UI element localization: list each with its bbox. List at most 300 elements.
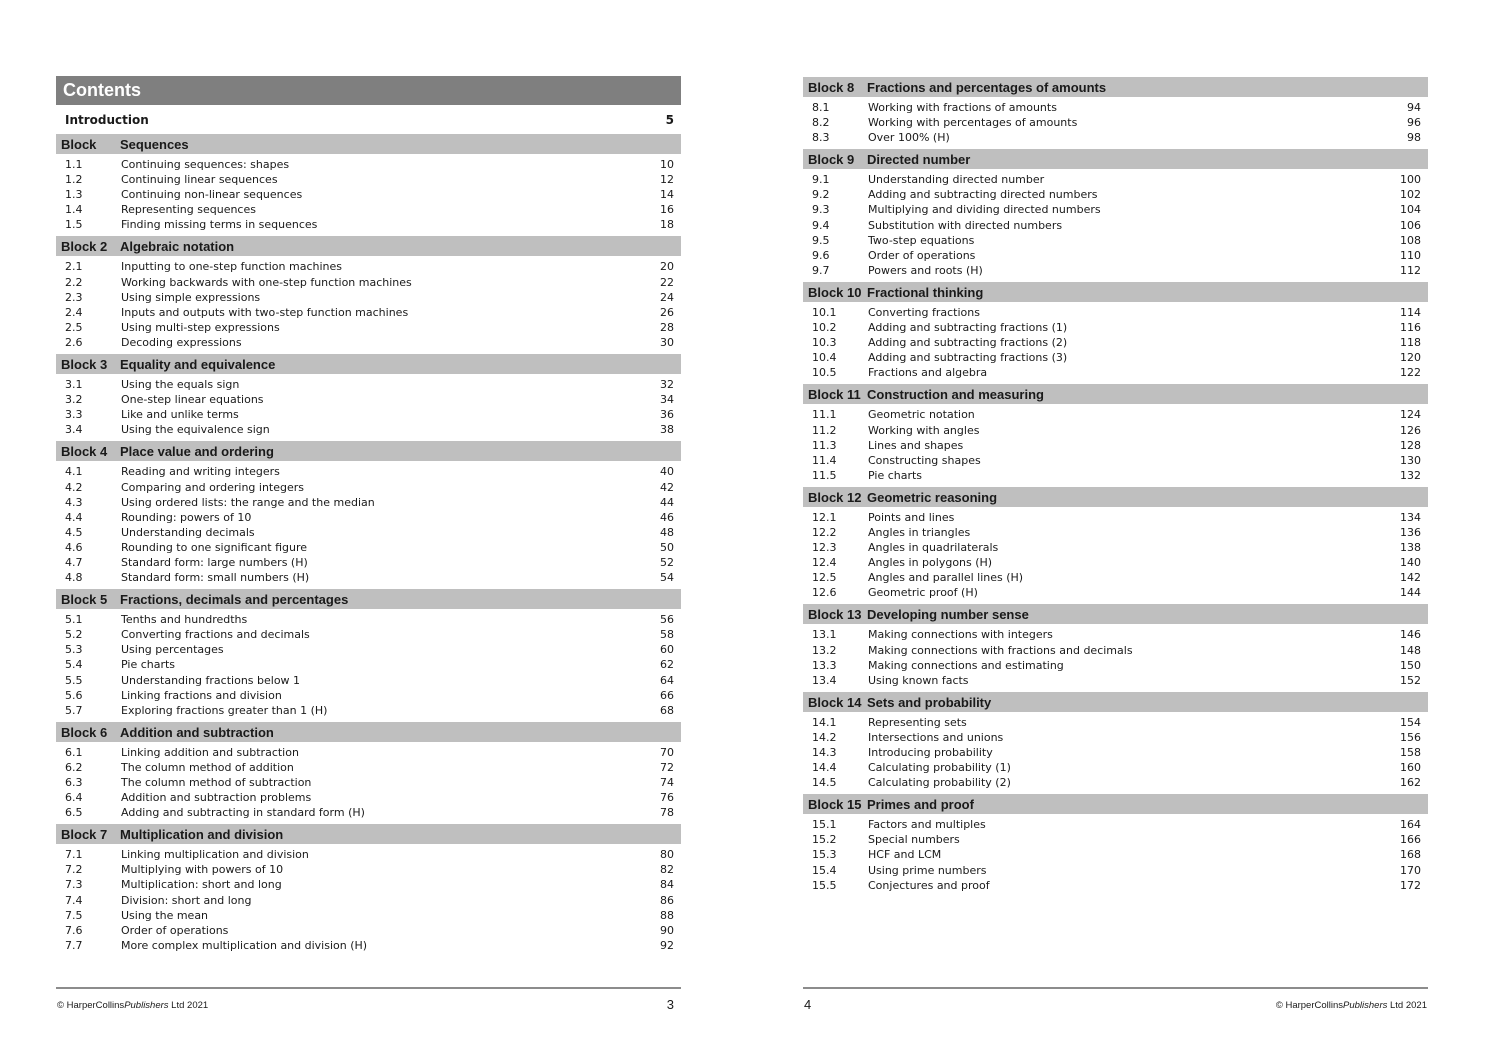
- lesson-entry[interactable]: [803, 468, 1428, 483]
- lesson-number: 10.5: [812, 366, 837, 380]
- lesson-number: 7.7: [65, 938, 83, 952]
- lesson-title: Continuing sequences: shapes: [121, 158, 290, 171]
- lesson-entry[interactable]: [803, 847, 1428, 862]
- lesson-title: Geometric notation: [868, 408, 975, 422]
- block-number: Block 6: [61, 724, 108, 740]
- lesson-number: 12.3: [812, 541, 837, 555]
- lesson-number: 11.2: [812, 423, 837, 437]
- lesson-title: Rounding: powers of 10: [121, 510, 252, 524]
- lesson-title: Pie charts: [868, 468, 923, 482]
- lesson-entry[interactable]: [56, 862, 681, 877]
- lesson-number: 4.3: [65, 495, 83, 509]
- lesson-page-number: 144: [1400, 586, 1421, 600]
- lesson-entry[interactable]: [803, 248, 1428, 263]
- lesson-entry[interactable]: [803, 263, 1428, 278]
- lesson-number: 11.3: [812, 438, 837, 452]
- lesson-number: 4.7: [65, 555, 83, 569]
- lesson-title: Fractions and algebra: [868, 366, 988, 380]
- lesson-title: Adding and subtracting fractions (1): [868, 321, 1068, 335]
- lesson-page-number: 126: [1400, 423, 1421, 437]
- lesson-number: 3.2: [65, 393, 83, 407]
- lesson-page-number: 66: [660, 688, 674, 702]
- lesson-title: Intersections and unions: [868, 730, 1004, 744]
- lesson-title: Working with angles: [868, 423, 980, 437]
- lesson-number: 15.1: [812, 818, 837, 832]
- lesson-title: Continuing linear sequences: [121, 173, 278, 187]
- block-number: Block 14: [808, 694, 862, 710]
- lesson-title: Using percentages: [121, 643, 224, 657]
- lesson-entry[interactable]: [56, 775, 681, 790]
- introduction-entry[interactable]: [56, 110, 681, 130]
- lesson-page-number: 36: [660, 408, 674, 422]
- lesson-title: Special numbers: [868, 833, 960, 847]
- lesson-title: Angles in polygons (H): [868, 556, 993, 570]
- lesson-entry[interactable]: [803, 365, 1428, 380]
- block-section: [803, 692, 1428, 790]
- block-section: [56, 441, 681, 585]
- lesson-page-number: 106: [1400, 218, 1421, 232]
- lesson-number: 4.6: [65, 540, 83, 554]
- lesson-page-number: 28: [660, 320, 674, 334]
- block-number: Block 12: [808, 489, 862, 505]
- lesson-title: The column method of addition: [121, 760, 294, 774]
- lesson-entry[interactable]: [56, 335, 681, 350]
- lesson-page-number: 170: [1400, 863, 1421, 877]
- lesson-number: 2.3: [65, 290, 83, 304]
- lesson-page-number: 156: [1400, 730, 1421, 744]
- lesson-entry[interactable]: [56, 760, 681, 775]
- lesson-entry[interactable]: [803, 832, 1428, 847]
- copyright-publishers: Publishers: [124, 1000, 169, 1011]
- lesson-page-number: 44: [660, 495, 674, 509]
- block-title: Primes and proof: [867, 797, 974, 813]
- lesson-title: Making connections with integers: [868, 628, 1053, 642]
- lesson-entry[interactable]: [803, 643, 1428, 658]
- lesson-entry[interactable]: [56, 422, 681, 437]
- lesson-page-number: 130: [1400, 453, 1421, 467]
- lesson-number: 2.4: [65, 305, 83, 319]
- lesson-entry[interactable]: [56, 464, 681, 479]
- lesson-entry[interactable]: [56, 217, 681, 232]
- lesson-number: 6.4: [65, 791, 83, 805]
- lesson-number: 4.1: [65, 465, 83, 479]
- lesson-number: 14.5: [812, 776, 837, 790]
- lesson-number: 13.2: [812, 643, 837, 657]
- block-section: [56, 589, 681, 718]
- lesson-entry[interactable]: [803, 407, 1428, 422]
- lesson-entry[interactable]: [803, 760, 1428, 775]
- lesson-entry[interactable]: [803, 658, 1428, 673]
- lesson-page-number: 48: [660, 525, 674, 539]
- lesson-page-number: 150: [1400, 658, 1421, 672]
- lesson-entry[interactable]: [803, 745, 1428, 760]
- lesson-number: 2.1: [65, 260, 83, 274]
- lesson-title: Adding and subtracting directed numbers: [868, 188, 1098, 202]
- lesson-title: HCF and LCM: [868, 848, 942, 862]
- lesson-number: 7.1: [65, 848, 83, 862]
- lesson-entry[interactable]: [56, 642, 681, 657]
- lesson-entry[interactable]: [56, 525, 681, 540]
- lesson-entry[interactable]: [56, 540, 681, 555]
- block-title: Directed number: [867, 152, 971, 168]
- block-number: Block 2: [61, 239, 108, 255]
- block-title: Geometric reasoning: [867, 489, 998, 505]
- block-header[interactable]: [803, 604, 1428, 624]
- lesson-list: [56, 742, 681, 820]
- block-header[interactable]: [56, 589, 681, 609]
- lesson-entry[interactable]: [56, 893, 681, 908]
- lesson-entry[interactable]: [803, 202, 1428, 217]
- lesson-number: 15.2: [812, 833, 837, 847]
- lesson-page-number: 88: [660, 908, 674, 922]
- lesson-entry[interactable]: [803, 555, 1428, 570]
- lesson-number: 1.4: [65, 203, 83, 217]
- lesson-entry[interactable]: [56, 259, 681, 274]
- lesson-entry[interactable]: [56, 923, 681, 938]
- lesson-page-number: 132: [1400, 468, 1421, 482]
- lesson-page-number: 160: [1400, 761, 1421, 775]
- block-section: [803, 384, 1428, 482]
- block-section: [56, 722, 681, 820]
- lesson-title: Rounding to one significant figure: [121, 540, 308, 554]
- lesson-title: Calculating probability (2): [868, 776, 1011, 790]
- block-header[interactable]: [803, 487, 1428, 507]
- lesson-entry[interactable]: [56, 612, 681, 627]
- lesson-number: 14.2: [812, 730, 837, 744]
- lesson-title: Using simple expressions: [121, 290, 261, 304]
- lesson-entry[interactable]: [56, 570, 681, 585]
- block-header[interactable]: [803, 692, 1428, 712]
- lesson-number: 13.3: [812, 658, 837, 672]
- lesson-list: [803, 302, 1428, 380]
- lesson-entry[interactable]: [56, 305, 681, 320]
- lesson-entry[interactable]: [56, 688, 681, 703]
- lesson-number: 9.1: [812, 173, 830, 187]
- lesson-title: Multiplying and dividing directed numbers: [868, 203, 1101, 217]
- lesson-number: 13.1: [812, 628, 837, 642]
- block-section: [803, 282, 1428, 380]
- lesson-title: Making connections with fractions and decimals: [868, 643, 1133, 657]
- lesson-page-number: 46: [660, 510, 674, 524]
- lesson-title: Comparing and ordering integers: [121, 480, 305, 494]
- lesson-number: 7.2: [65, 863, 83, 877]
- block-title: Sets and probability: [867, 694, 992, 710]
- lesson-entry[interactable]: [56, 510, 681, 525]
- lesson-number: 13.4: [812, 673, 837, 687]
- lesson-entry[interactable]: [56, 745, 681, 760]
- lesson-entry[interactable]: [803, 218, 1428, 233]
- lesson-entry[interactable]: [803, 775, 1428, 790]
- block-header[interactable]: [803, 794, 1428, 814]
- lesson-title: Standard form: small numbers (H): [121, 571, 310, 585]
- copyright-suffix: Ltd 2021: [1387, 1000, 1427, 1011]
- lesson-number: 12.2: [812, 525, 837, 539]
- lesson-title: Conjectures and proof: [868, 878, 990, 892]
- lesson-number: 6.2: [65, 760, 83, 774]
- left-page: [56, 0, 681, 1061]
- lesson-list: [803, 404, 1428, 482]
- lesson-entry[interactable]: [56, 703, 681, 718]
- lesson-page-number: 172: [1400, 878, 1421, 892]
- lesson-title: Multiplication: short and long: [121, 878, 282, 892]
- lesson-list: [803, 169, 1428, 278]
- lesson-number: 9.2: [812, 188, 830, 202]
- lesson-page-number: 94: [1407, 101, 1421, 114]
- lesson-number: 8.2: [812, 116, 830, 130]
- block-header[interactable]: [56, 722, 681, 742]
- lesson-title: Pie charts: [121, 658, 176, 672]
- left-block-list: [56, 134, 681, 957]
- lesson-entry[interactable]: [803, 335, 1428, 350]
- block-number: Block 10: [808, 284, 862, 300]
- lesson-title: Continuing non-linear sequences: [121, 188, 303, 202]
- lesson-page-number: 158: [1400, 746, 1421, 759]
- lesson-title: Using multi-step expressions: [121, 320, 280, 334]
- lesson-number: 9.7: [812, 263, 830, 277]
- lesson-title: Factors and multiples: [868, 818, 986, 832]
- lesson-entry[interactable]: [803, 320, 1428, 335]
- footer-divider: [56, 987, 681, 989]
- lesson-entry[interactable]: [803, 525, 1428, 540]
- lesson-entry[interactable]: [803, 715, 1428, 730]
- lesson-entry[interactable]: [803, 627, 1428, 642]
- lesson-title: Order of operations: [868, 248, 976, 262]
- lesson-entry[interactable]: [56, 320, 681, 335]
- lesson-title: Linking multiplication and division: [121, 848, 309, 862]
- lesson-page-number: 104: [1400, 203, 1421, 217]
- page-number: 3: [666, 997, 674, 1012]
- lesson-entry[interactable]: [56, 908, 681, 923]
- lesson-entry[interactable]: [56, 790, 681, 805]
- block-title: Construction and measuring: [867, 387, 1044, 403]
- lesson-page-number: 58: [660, 628, 674, 642]
- lesson-entry[interactable]: [803, 233, 1428, 248]
- lesson-list: [56, 154, 681, 232]
- lesson-entry[interactable]: [803, 423, 1428, 438]
- lesson-number: 11.1: [812, 408, 837, 422]
- block-header[interactable]: [56, 354, 681, 374]
- lesson-page-number: 82: [660, 863, 674, 877]
- lesson-page-number: 56: [660, 613, 674, 627]
- block-header[interactable]: [803, 384, 1428, 404]
- block-number: Block 5: [61, 592, 108, 608]
- copyright-publishers: Publishers: [1343, 1000, 1388, 1011]
- lesson-entry[interactable]: [56, 673, 681, 688]
- lesson-list: [56, 374, 681, 437]
- lesson-title: Decoding expressions: [121, 335, 242, 349]
- lesson-page-number: 118: [1400, 336, 1421, 350]
- lesson-number: 7.5: [65, 908, 83, 922]
- lesson-number: 2.5: [65, 320, 83, 334]
- lesson-title: Division: short and long: [121, 893, 252, 907]
- block-number: Block 9: [808, 152, 855, 168]
- lesson-entry[interactable]: [803, 438, 1428, 453]
- lesson-title: Points and lines: [868, 510, 955, 524]
- lesson-entry[interactable]: [803, 570, 1428, 585]
- lesson-title: Converting fractions: [868, 305, 980, 319]
- lesson-entry[interactable]: [56, 847, 681, 862]
- lesson-number: 10.3: [812, 336, 837, 350]
- lesson-entry[interactable]: [803, 305, 1428, 320]
- lesson-page-number: 60: [660, 643, 674, 657]
- lesson-number: 3.1: [65, 378, 83, 392]
- lesson-entry[interactable]: [803, 540, 1428, 555]
- lesson-entry[interactable]: [803, 100, 1428, 115]
- block-header[interactable]: [56, 824, 681, 844]
- lesson-entry[interactable]: [56, 657, 681, 672]
- lesson-entry[interactable]: [56, 377, 681, 392]
- lesson-number: 14.3: [812, 746, 837, 759]
- lesson-page-number: 34: [660, 393, 674, 407]
- lesson-number: 5.7: [65, 703, 83, 717]
- lesson-entry[interactable]: [803, 130, 1428, 145]
- block-title: Place value and ordering: [120, 444, 274, 460]
- lesson-entry[interactable]: [56, 938, 681, 953]
- lesson-page-number: 40: [660, 465, 674, 479]
- copyright-suffix: Ltd 2021: [168, 1000, 209, 1011]
- lesson-entry[interactable]: [803, 730, 1428, 745]
- lesson-page-number: 62: [660, 658, 674, 672]
- block-number: Block: [61, 137, 97, 152]
- lesson-entry[interactable]: [56, 275, 681, 290]
- block-number: Block 8: [808, 80, 855, 95]
- lesson-page-number: 64: [660, 673, 674, 687]
- lesson-title: Inputs and outputs with two-step function machines: [121, 305, 409, 319]
- lesson-page-number: 86: [660, 893, 674, 907]
- copyright-notice: [1276, 999, 1427, 1013]
- lesson-number: 5.4: [65, 658, 83, 672]
- lesson-title: Using prime numbers: [868, 863, 987, 877]
- lesson-entry[interactable]: [56, 392, 681, 407]
- lesson-entry[interactable]: [56, 555, 681, 570]
- lesson-number: 8.1: [812, 101, 830, 114]
- block-header[interactable]: [56, 236, 681, 256]
- lesson-page-number: 92: [660, 938, 674, 952]
- lesson-number: 6.1: [65, 745, 83, 759]
- lesson-number: 7.6: [65, 923, 83, 937]
- block-title: Sequences: [120, 137, 189, 152]
- lesson-page-number: 18: [660, 218, 674, 232]
- lesson-title: Making connections and estimating: [868, 658, 1064, 672]
- lesson-title: Understanding decimals: [121, 525, 255, 539]
- lesson-entry[interactable]: [803, 115, 1428, 130]
- lesson-number: 7.4: [65, 893, 83, 907]
- lesson-page-number: 136: [1400, 525, 1421, 539]
- footer-divider: [803, 987, 1428, 989]
- block-title: Fractional thinking: [867, 284, 984, 300]
- lesson-entry[interactable]: [803, 817, 1428, 832]
- lesson-title: Exploring fractions greater than 1 (H): [121, 703, 328, 717]
- lesson-number: 2.6: [65, 335, 83, 349]
- lesson-entry[interactable]: [56, 202, 681, 217]
- block-header[interactable]: [803, 77, 1428, 97]
- block-header[interactable]: [56, 441, 681, 461]
- lesson-number: 11.4: [812, 453, 837, 467]
- lesson-page-number: 100: [1400, 173, 1421, 187]
- lesson-entry[interactable]: [803, 187, 1428, 202]
- lesson-page-number: 148: [1400, 643, 1421, 657]
- lesson-entry[interactable]: [803, 585, 1428, 600]
- lesson-number: 5.1: [65, 613, 83, 627]
- lesson-number: 2.2: [65, 275, 83, 289]
- lesson-number: 12.4: [812, 556, 837, 570]
- lesson-title: Adding and subtracting fractions (3): [868, 351, 1068, 365]
- lesson-page-number: 168: [1400, 848, 1421, 862]
- page-number: 4: [804, 997, 812, 1012]
- lesson-entry[interactable]: [56, 805, 681, 820]
- lesson-number: 9.5: [812, 233, 830, 247]
- lesson-number: 1.3: [65, 188, 83, 202]
- lesson-number: 3.4: [65, 423, 83, 437]
- lesson-page-number: 134: [1400, 510, 1421, 524]
- lesson-entry[interactable]: [803, 350, 1428, 365]
- lesson-entry[interactable]: [803, 510, 1428, 525]
- lesson-title: Using the equals sign: [121, 378, 240, 392]
- lesson-entry[interactable]: [56, 495, 681, 510]
- lesson-list: [803, 814, 1428, 892]
- lesson-number: 1.1: [65, 158, 83, 171]
- block-header[interactable]: [56, 134, 681, 154]
- lesson-page-number: 154: [1400, 715, 1421, 729]
- lesson-page-number: 110: [1400, 248, 1421, 262]
- lesson-list: [803, 712, 1428, 790]
- lesson-title: Angles and parallel lines (H): [868, 571, 1024, 585]
- lesson-number: 9.4: [812, 218, 830, 232]
- lesson-list: [56, 256, 681, 350]
- lesson-entry[interactable]: [56, 480, 681, 495]
- lesson-number: 6.3: [65, 776, 83, 789]
- lesson-page-number: 90: [660, 923, 674, 937]
- lesson-page-number: 84: [660, 878, 674, 892]
- lesson-number: 8.3: [812, 131, 830, 145]
- lesson-entry[interactable]: [803, 863, 1428, 878]
- lesson-number: 4.4: [65, 510, 83, 524]
- lesson-entry[interactable]: [56, 627, 681, 642]
- lesson-title: Working backwards with one-step function machines: [121, 275, 412, 289]
- lesson-entry[interactable]: [56, 187, 681, 202]
- block-header[interactable]: [803, 282, 1428, 302]
- lesson-page-number: 50: [660, 540, 674, 554]
- lesson-entry[interactable]: [56, 407, 681, 422]
- lesson-entry[interactable]: [803, 453, 1428, 468]
- lesson-title: Powers and roots (H): [868, 263, 983, 277]
- lesson-entry[interactable]: [803, 878, 1428, 893]
- block-header[interactable]: [803, 149, 1428, 169]
- lesson-entry[interactable]: [803, 172, 1428, 187]
- lesson-page-number: 120: [1400, 351, 1421, 365]
- lesson-number: 12.1: [812, 510, 837, 524]
- copyright-notice: [57, 999, 208, 1013]
- lesson-entry[interactable]: [56, 157, 681, 172]
- lesson-number: 10.1: [812, 305, 837, 319]
- lesson-number: 4.5: [65, 525, 83, 539]
- lesson-entry[interactable]: [56, 877, 681, 892]
- lesson-page-number: 78: [660, 806, 674, 820]
- lesson-number: 7.3: [65, 878, 83, 892]
- block-section: [803, 77, 1428, 145]
- lesson-entry[interactable]: [56, 172, 681, 187]
- lesson-entry[interactable]: [56, 290, 681, 305]
- lesson-title: Converting fractions and decimals: [121, 628, 310, 642]
- lesson-page-number: 24: [660, 290, 674, 304]
- lesson-entry[interactable]: [803, 673, 1428, 688]
- lesson-page-number: 146: [1400, 628, 1421, 642]
- lesson-page-number: 116: [1400, 321, 1421, 335]
- lesson-page-number: 14: [660, 188, 674, 202]
- block-number: Block 13: [808, 607, 862, 623]
- lesson-number: 5.5: [65, 673, 83, 687]
- block-section: [56, 134, 681, 232]
